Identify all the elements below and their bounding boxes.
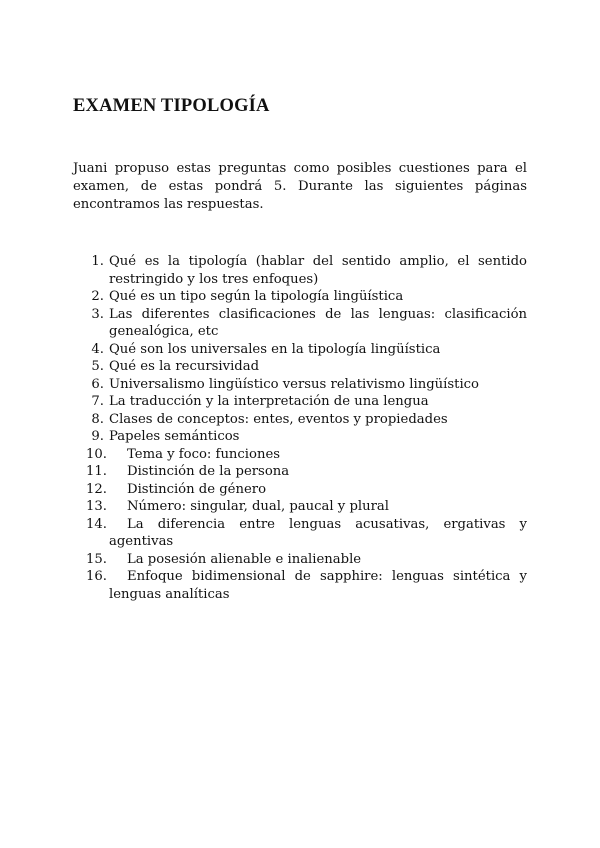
intro-paragraph: Juani propuso estas preguntas como posibles cuestiones para el examen, de estas pondrá 5. Durante las siguientes páginas encontramos las respuestas.: [73, 161, 527, 212]
list-item: [73, 481, 527, 499]
list-item: [73, 428, 527, 446]
list-item-number: 9.: [91, 429, 104, 444]
list-item-text: Qué es un tipo según la tipología lingüística: [109, 289, 404, 304]
list-item: [73, 358, 527, 376]
list-item: [73, 446, 527, 464]
list-item: [73, 288, 527, 306]
list-item-text: La traducción y la interpretación de una lengua: [109, 394, 429, 409]
list-item-number: 3.: [91, 306, 104, 322]
list-item-number: 10.: [86, 446, 107, 462]
list-item-number: 16.: [86, 569, 107, 584]
list-item-text: Clases de conceptos: entes, eventos y propiedades: [109, 411, 448, 427]
list-item: [73, 568, 527, 603]
question-list: [73, 253, 527, 603]
list-item: [73, 516, 527, 551]
list-item-number: 8.: [91, 411, 104, 427]
list-item-text: Distinción de la persona: [127, 464, 290, 479]
list-item: [73, 393, 527, 411]
list-item-number: 14.: [86, 516, 107, 532]
list-item-number: 1.: [91, 254, 104, 269]
list-item: [73, 411, 527, 429]
list-item-number: 6.: [91, 376, 104, 392]
list-item: [73, 463, 527, 481]
list-item-text: Qué es la tipología (hablar del sentido amplio, el sentido restringido y los tres enfoques): [109, 254, 527, 287]
list-item-text: Qué es la recursividad: [109, 359, 260, 374]
list-item: [73, 551, 527, 569]
page-title: EXAMEN TIPOLOGÍA: [73, 96, 270, 116]
list-item: [73, 341, 527, 359]
list-item-text: Distinción de género: [127, 481, 267, 497]
list-item-number: 5.: [91, 359, 104, 374]
list-item-text: Las diferentes clasificaciones de las lenguas: clasificación genealógica, etc: [109, 306, 527, 339]
list-item-number: 12.: [86, 481, 107, 497]
list-item-text: La posesión alienable e inalienable: [127, 551, 362, 567]
list-item: [73, 376, 527, 394]
list-item-number: 13.: [86, 499, 107, 514]
list-item-number: 2.: [91, 289, 104, 304]
list-item-number: 7.: [91, 394, 104, 409]
list-item-text: Universalismo lingüístico versus relativismo lingüístico: [109, 376, 479, 392]
list-item-text: Papeles semánticos: [109, 429, 240, 444]
list-item-text: La diferencia entre lenguas acusativas, ergativas y agentivas: [109, 516, 527, 549]
list-item-number: 4.: [91, 341, 104, 357]
list-item-text: Enfoque bidimensional de sapphire: lenguas sintética y lenguas analíticas: [109, 569, 527, 602]
list-item: [73, 306, 527, 341]
list-item-text: Qué son los universales en la tipología lingüística: [109, 341, 441, 357]
list-item: [73, 253, 527, 288]
list-item: [73, 498, 527, 516]
list-item-text: Tema y foco: funciones: [127, 446, 281, 462]
list-item-number: 11.: [86, 464, 107, 479]
list-item-number: 15.: [86, 551, 107, 567]
list-item-text: Número: singular, dual, paucal y plural: [127, 499, 389, 514]
